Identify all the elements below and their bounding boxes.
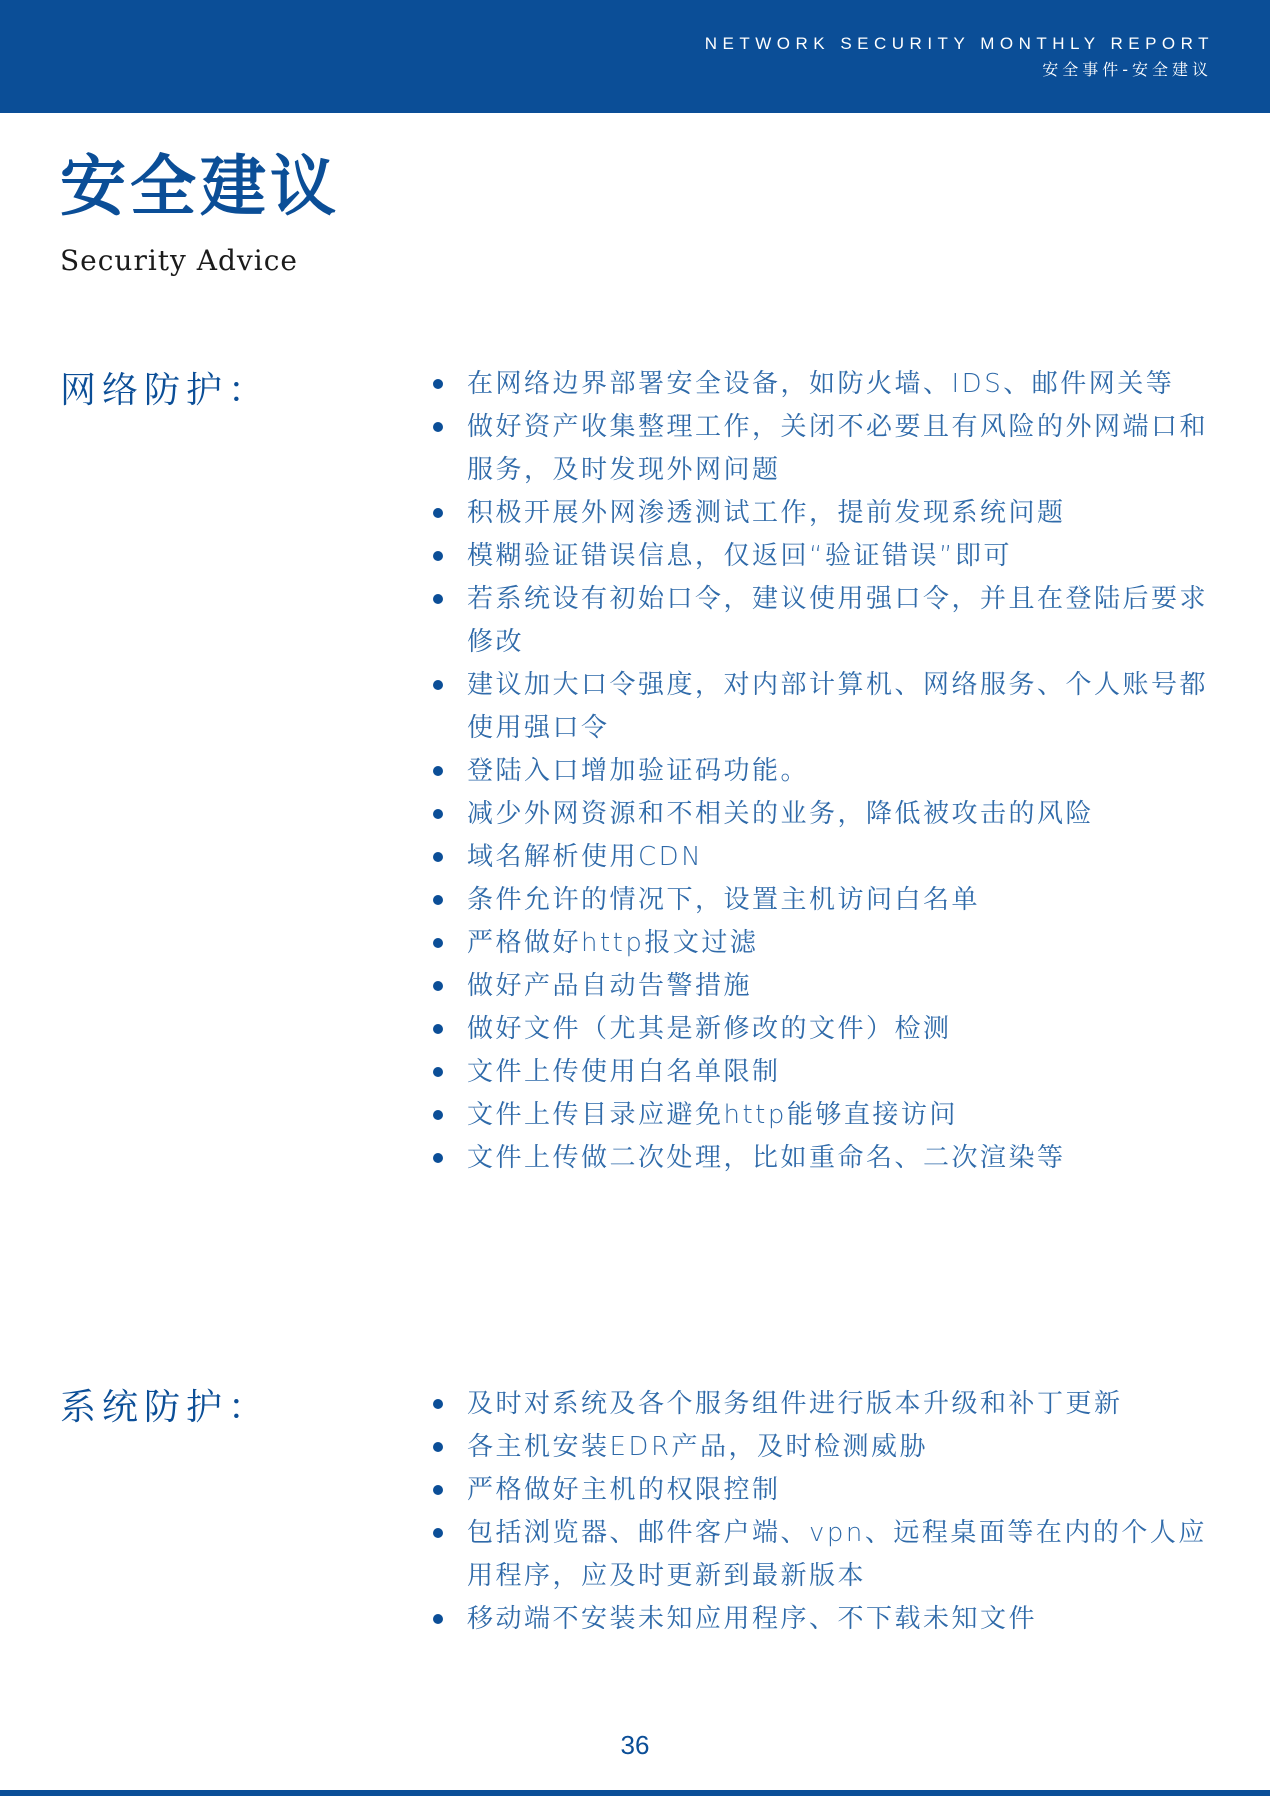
list-item xyxy=(432,1051,1212,1094)
section-breadcrumb: 安全事件-安全建议 xyxy=(1042,60,1212,79)
bullet-icon xyxy=(433,1067,443,1077)
list-item-text: 及时对系统及各个服务组件进行版本升级和补丁更新 xyxy=(467,1389,1123,1419)
list-item xyxy=(432,363,1212,406)
list-item-text: 减少外网资源和不相关的业务，降低被攻击的风险 xyxy=(467,799,1095,829)
list-item-text: 文件上传做二次处理，比如重命名、二次渲染等 xyxy=(467,1143,1066,1173)
list-item xyxy=(432,965,1212,1008)
list-item xyxy=(432,793,1212,836)
list-item-text: 条件允许的情况下，设置主机访问白名单 xyxy=(467,885,981,915)
list-item-text: 若系统设有初始口令，建议使用强口令，并且在登陆后要求修改 xyxy=(467,584,1209,657)
bullet-icon xyxy=(433,1485,443,1495)
list-item-text: 模糊验证错误信息，仅返回“验证错误”即可 xyxy=(467,541,1012,571)
list-item-text: 移动端不安装未知应用程序、不下载未知文件 xyxy=(467,1604,1038,1634)
list-item xyxy=(432,879,1212,922)
list-item xyxy=(432,1512,1212,1598)
bullet-icon xyxy=(433,379,443,389)
list-item-text: 做好产品自动告警措施 xyxy=(467,971,753,1001)
header-bar xyxy=(0,0,1270,113)
list-item-text: 文件上传目录应避免http能够直接访问 xyxy=(467,1100,958,1130)
bullet-icon xyxy=(433,1153,443,1163)
list-item xyxy=(432,578,1212,664)
list-item-text: 在网络边界部署安全设备，如防火墙、IDS、邮件网关等 xyxy=(467,369,1175,399)
bullet-icon xyxy=(433,938,443,948)
list-item-text: 做好资产收集整理工作，关闭不必要且有风险的外网端口和服务，及时发现外网问题 xyxy=(467,412,1209,485)
list-item xyxy=(432,492,1212,535)
list-item-text: 登陆入口增加验证码功能。 xyxy=(467,756,810,786)
list-item-text: 严格做好主机的权限控制 xyxy=(467,1475,781,1505)
bottom-rule xyxy=(0,1790,1270,1796)
list-item xyxy=(432,922,1212,965)
page-number: 36 xyxy=(620,1730,650,1760)
list-item xyxy=(432,1426,1212,1469)
section-label-system: 系统防护： xyxy=(60,1387,271,1428)
list-item-text: 包括浏览器、邮件客户端、vpn、远程桌面等在内的个人应用程序，应及时更新到最新版本 xyxy=(467,1518,1207,1591)
bullet-icon xyxy=(433,551,443,561)
list-item-text: 各主机安装EDR产品，及时检测威胁 xyxy=(467,1432,929,1462)
list-item xyxy=(432,1469,1212,1512)
bullet-icon xyxy=(433,1024,443,1034)
report-title: NETWORK SECURITY MONTHLY REPORT xyxy=(704,34,1214,53)
list-item xyxy=(432,535,1212,578)
bullet-icon xyxy=(433,422,443,432)
list-item xyxy=(432,1598,1212,1641)
bullet-icon xyxy=(433,594,443,604)
page-title: 安全建议 xyxy=(60,148,340,225)
bullet-icon xyxy=(433,680,443,690)
bullet-icon xyxy=(433,1110,443,1120)
list-item xyxy=(432,1008,1212,1051)
system-advice-list xyxy=(432,1383,1212,1641)
list-item-text: 严格做好http报文过滤 xyxy=(467,928,759,958)
bullet-icon xyxy=(433,508,443,518)
list-item xyxy=(432,1137,1212,1180)
bullet-icon xyxy=(433,809,443,819)
list-item xyxy=(432,664,1212,750)
bullet-icon xyxy=(433,852,443,862)
list-item-text: 做好文件（尤其是新修改的文件）检测 xyxy=(467,1014,952,1044)
list-item-text: 建议加大口令强度，对内部计算机、网络服务、个人账号都使用强口令 xyxy=(467,670,1209,743)
list-item xyxy=(432,836,1212,879)
list-item xyxy=(432,1383,1212,1426)
bullet-icon xyxy=(433,1442,443,1452)
bullet-icon xyxy=(433,1399,443,1409)
bullet-icon xyxy=(433,1528,443,1538)
list-item xyxy=(432,750,1212,793)
list-item-text: 文件上传使用白名单限制 xyxy=(467,1057,781,1087)
bullet-icon xyxy=(433,1614,443,1624)
bullet-icon xyxy=(433,981,443,991)
section-label-network: 网络防护： xyxy=(60,370,271,411)
list-item xyxy=(432,406,1212,492)
list-item-text: 积极开展外网渗透测试工作，提前发现系统问题 xyxy=(467,498,1066,528)
bullet-icon xyxy=(433,895,443,905)
page-subtitle: Security Advice xyxy=(60,244,298,277)
network-advice-list xyxy=(432,363,1212,1180)
list-item xyxy=(432,1094,1212,1137)
list-item-text: 域名解析使用CDN xyxy=(467,842,704,872)
bullet-icon xyxy=(433,766,443,776)
